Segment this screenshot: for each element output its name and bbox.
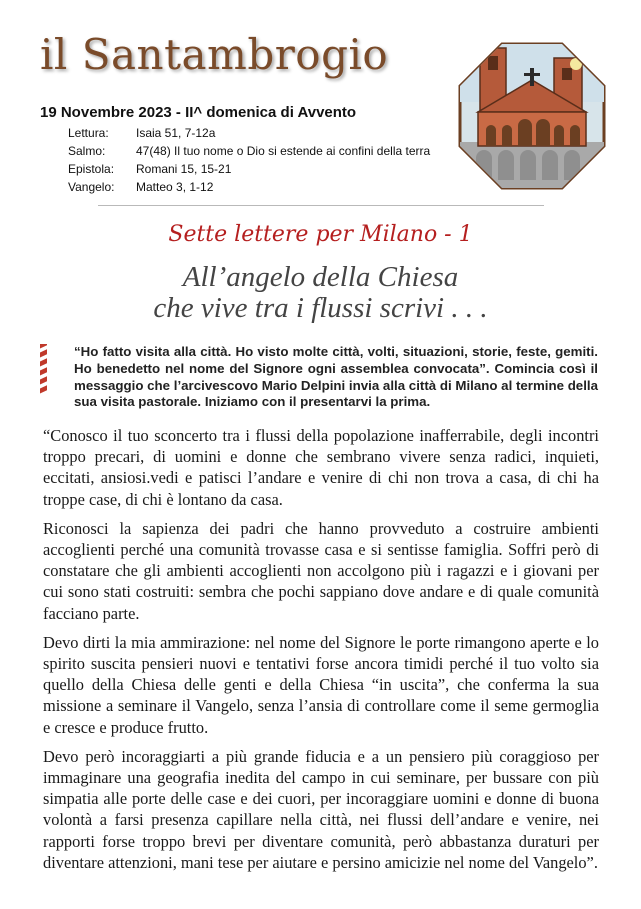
reading-text: 47(48) Il tuo nome o Dio si estende ai confini della terra (136, 144, 431, 158)
church-logo-icon (458, 42, 606, 190)
reading-row (68, 124, 430, 142)
reading-label: Salmo: (68, 144, 106, 158)
issue-date: 19 Novembre 2023 - II^ domenica di Avvento (40, 104, 357, 121)
section-divider (98, 205, 544, 206)
reading-text: Matteo 3, 1-12 (136, 180, 214, 194)
series-title: Sette lettere per Milano - 1 (168, 222, 473, 247)
reading-label: Lettura: (68, 126, 109, 140)
article-body (43, 425, 599, 881)
reading-row (68, 142, 430, 160)
headline-line-2: che vive tra i flussi scrivi . . . (153, 292, 488, 324)
reading-label: Vangelo: (68, 180, 115, 194)
masthead-title: il Santambrogio (40, 30, 389, 79)
body-paragraph: “Conosco il tuo sconcerto tra i flussi della popolazione inafferrabile, degli incontri troppo precari, di uomini e donne che sembrano vivere senza radici, inquieti, eccitati, ansiosi.vedi e patisci l’andare e venire di chi non trova a casa, di chi ha troppe case, di chi è lontano da casa. (43, 426, 599, 509)
headline-line-1: All’angelo della Chiesa (182, 261, 459, 293)
readings-list (68, 124, 430, 196)
reading-row (68, 178, 430, 196)
article-headline (0, 262, 641, 324)
body-paragraph: Devo dirti la mia ammirazione: nel nome del Signore le porte rimangono aperte e lo spirito suscita pensieri nuovi e tentativi forse ancora timidi perché il tuo volto sia quello della Chiesa delle genti e della Chiesa “in uscita”, che conferma la sua missione a seminare il Vangelo, senza l’ansia di controllare come il seme germoglia e cresce e produce frutto. (43, 632, 599, 737)
reading-text: Isaia 51, 7-12a (136, 126, 216, 140)
reading-label: Epistola: (68, 162, 115, 176)
reading-row (68, 160, 430, 178)
body-paragraph: Devo però incoraggiarti a più grande fiducia e a un pensiero più coraggioso per immaginare una geografia inedita del campo in cui seminare, per bussare con più simpatia alle porte delle case e dei cuori, per incoraggiare uomini e donne di buona volontà a farsi presenza capillare nella città, nei flussi dell’andare e venire, nei rapporti forse troppo brevi per diventare comunità, però abbastanza duraturi per diventare attenzioni, mani tese per aiutare e persino amicizie nel nome del Vangelo”. (43, 746, 599, 872)
reading-text: Romani 15, 15-21 (136, 162, 232, 176)
article-intro: “Ho fatto visita alla città. Ho visto molte città, volti, situazioni, storie, feste, gemiti. Ho benedetto nel nome del Signore ogni assemblea convocata”. Comincia così il messaggio che l’arcivescovo Mario Delpini invia alla città di Milano al termine della sua visita pastorale. Iniziamo con il presentarvi la prima. (74, 344, 598, 410)
body-paragraph: Riconosci la sapienza dei padri che hanno provveduto a costruire ambienti accoglienti perché una comunità trovasse casa e si sentisse famiglia. Soffri però di constatare che gli ambienti accoglienti non accolgono più i ragazzi e i giovani per cui sono stati costruiti: sembra che pochi sappiano dove andare e di quale comunità facciano parte. (43, 518, 599, 623)
ornament-icon (39, 344, 49, 404)
